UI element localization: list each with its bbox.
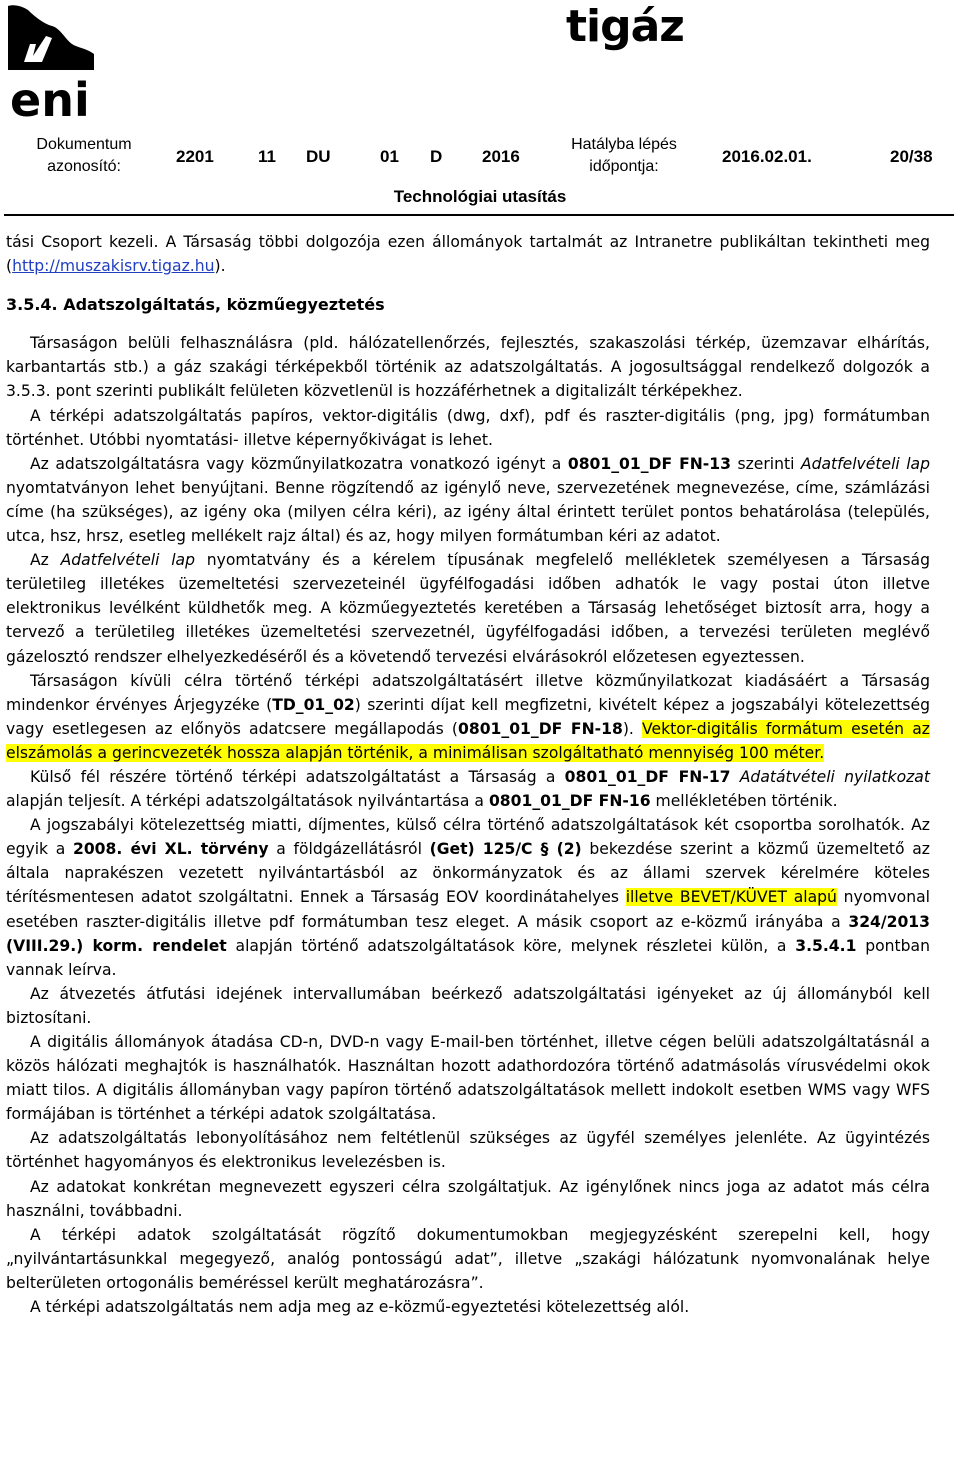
eni-logo xyxy=(6,4,98,119)
intro-paragraph: tási Csoport kezeli. A Társaság többi dolgozója ezen állományok tartalmát az Intranetre publikáltan tekintheti meg (http://muszakisrv.tigaz.hu). xyxy=(6,233,930,276)
doc-id-part: 2201 xyxy=(176,147,214,166)
paragraph: A térképi adatok szolgáltatását rögzítő dokumentumokban megjegyzésként szerepelni kell, hogy „nyilvántartásunkkal megegyező, analóg pontosságú adat”, illetve „szakági hálózatunk nyomvonalának helye belterületen ortogonális beméréssel került meghatározásra”. xyxy=(6,1225,930,1292)
effective-date: 2016.02.01. xyxy=(722,147,812,166)
highlighted-text: illetve BEVET/KÜVET alapú xyxy=(625,888,837,907)
document-body xyxy=(6,230,930,1319)
paragraph: A térképi adatszolgáltatás papíros, vektor-digitális (dwg, dxf), pdf és raszter-digitális (png, jpg) formátumban történhet. Utóbbi nyomtatási- illetve képernyőkivágat is lehet. xyxy=(6,406,930,449)
document-subtitle: Technológiai utasítás xyxy=(393,187,567,206)
doc-id-part: D xyxy=(430,147,443,166)
doc-id-part: 01 xyxy=(380,147,399,166)
doc-id-part: 2016 xyxy=(482,147,520,166)
doc-id-part: DU xyxy=(306,147,331,166)
paragraph: Társaságon belüli felhasználásra (pld. hálózatellenőrzés, fejlesztés, szakaszolási térkép, üzemzavar elhárítás, karbantartás stb.) a gáz szakági térképekből történik az adatszolgáltatás. A jogosultsággal rendelkező dolgozók a 3.5.3. pont szerinti publikált felületen közvetlenül is hozzáférhetnek a digitalizált térképekhez. xyxy=(6,334,930,401)
page-number: 20/38 xyxy=(890,147,933,166)
doc-id-part: 11 xyxy=(258,147,276,166)
header-divider xyxy=(4,214,954,216)
document-header xyxy=(0,134,960,184)
paragraph: Az adatokat konkrétan megnevezett egyszeri célra szolgáltatjuk. Az igénylőnek nincs joga az adatot más célra használni, továbbadni. xyxy=(6,1177,930,1220)
effective-date-label: Hatályba lépés időpontja: xyxy=(571,136,677,175)
paragraph: Az Adatfelvételi lap nyomtatvány és a kérelem típusának megfelelő mellékletek személyesen a Társaság területileg illetékes üzemeltetési szervezeteinél ügyfélfogadási időben adhatók le vagy postai úton illetve elektronikus levélként küldhetők meg. A közműegyeztetés keretében a Társaság lehetőséget biztosít arra, hogy a tervező a területileg illetékes üzemeltetési szervezetnél, ügyfélfogadási időben, a tervezési területen meglévő gázelosztó rendszer elhelyezkedéséről és a követendő tervezési elvárásokról előzetesen egyeztessen. xyxy=(6,551,931,666)
eni-wordmark: eni xyxy=(10,73,90,119)
section-heading: 3.5.4. Adatszolgáltatás, közműegyeztetés xyxy=(6,295,385,315)
paragraph: Társaságon kívüli célra történő térképi adatszolgáltatásért illetve közműnyilatkozat kiadásáért a Társaság mindenkor érvényes Árjegyzéke (TD_01_02) szerinti díjat kell megfizetni, kivételt képez a jogszabályi kötelezettség vagy esetlegesen az előnyös adatcsere megállapodás (0801_01_DF FN-18). Vektor-digitális formátum esetén az elszámolás a gerincvezeték hossza alapján történik, a minimálisan szolgáltatható mennyiség 100 méter. xyxy=(6,671,931,762)
paragraph: A térképi adatszolgáltatás nem adja meg az e-közmű-egyeztetési kötelezettség alól. xyxy=(30,1298,690,1317)
paragraph: A jogszabályi kötelezettség miatti, díjmentes, külső célra történő adatszolgáltatások két csoportba sorolhatók. Az egyik a 2008. évi XL. törvény a földgázellátásról (Get) 125/C § (2) bekezdése szerint a közmű üzemeltető az általa naprakészen vezetett nyilvántartásból az önkormányzatok és az állami szervek kérelmére köteles térítésmentesen adatot szolgáltatni. Ennek a Társaság EOV koordinátahelyes illetve BEVET/KÜVET alapú nyomvonal esetében raszter-digitális illetve pdf formátumban tesz eleget. A másik csoport az e-közmű irányába a 324/2013 (VIII.29.) korm. rendelet alapján történő adatszolgáltatások köre, melynek részletei külön, a 3.5.4.1 pontban vannak leírva. xyxy=(6,816,930,979)
paragraph: Az átvezetés átfutási idejének intervallumában beérkező adatszolgáltatási igényeket az új állományból kell biztosítani. xyxy=(6,984,930,1027)
doc-id-label: Dokumentum azonosító: xyxy=(36,136,132,175)
paragraph: Külső fél részére történő térképi adatszolgáltatást a Társaság a 0801_01_DF FN-17 Adatátvételi nyilatkozat alapján teljesít. A térképi adatszolgáltatások nyilvántartása a 0801_01_DF FN-16 mellékletében történik. xyxy=(6,767,930,811)
paragraph: A digitális állományok átadása CD-n, DVD-n vagy E-mail-ben történhet, illetve cégen belüli adatszolgáltatásnál a közös hálózati meghajtók is használhatók. Használtan hozott adathordozóra történő adatmásolás vírusvédelmi okok miatt tilos. A digitális állományban vagy papíron történő adatszolgáltatások mellett indokolt esetben WMS vagy WFS formájában is történhet a térképi adatok szolgáltatása. xyxy=(6,1033,930,1124)
intranet-link[interactable]: http://muszakisrv.tigaz.hu xyxy=(12,257,215,276)
paragraph: Az adatszolgáltatás lebonyolításához nem feltétlenül szükséges az ügyfél személyes jelenléte. Az ügyintézés történhet hagyományos és elektronikus levelezésben is. xyxy=(6,1129,930,1172)
paragraph: Az adatszolgáltatásra vagy közműnyilatkozatra vonatkozó igényt a 0801_01_DF FN-13 szerinti Adatfelvételi lap nyomtatványon lehet benyújtani. Benne rögzítendő az igénylő neve, szervezetének megnevezése, címe, számlázási címe (ha szükséges), az igény oka (milyen célra kéri), az igény által érintett terület pontos behatárolása (település, utca, hsz, hrsz, esetleg mellékelt rajz által) és az, hogy milyen formátumban kéri az adatot. xyxy=(6,454,931,546)
highlighted-text: Vektor-digitális formátum esetén az elszámolás a gerincvezeték hossza alapján történik, a minimálisan szolgáltatható mennyiség 100 méter. xyxy=(6,719,930,762)
tigaz-logo: tigáz xyxy=(566,1,684,52)
